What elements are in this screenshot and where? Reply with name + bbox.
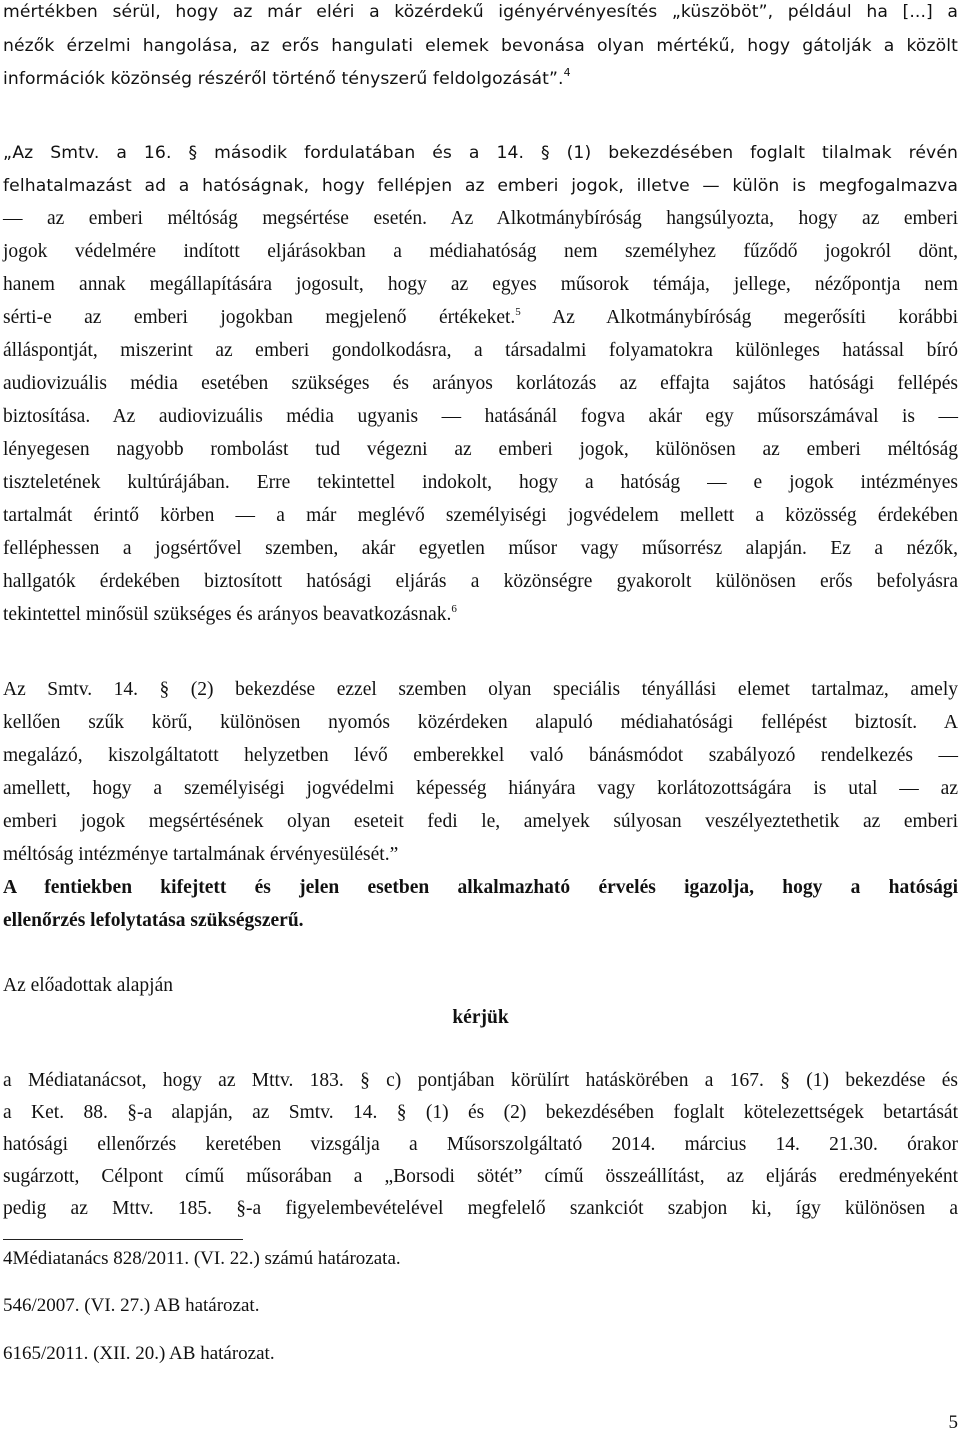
footnote-ref: 6	[451, 603, 457, 615]
footnote: 546/2007. (VI. 27.) AB határozat.	[3, 1295, 260, 1316]
footnote: 4Médiatanács 828/2011. (VI. 22.) számú határozata.	[3, 1248, 401, 1269]
paragraph-line: hallgatók érdekében biztosított hatósági eljárás a közönségre gyakorolt különösen erős befolyásra	[3, 571, 958, 592]
paragraph-line: audiovizuális média esetében szükséges és arányos korlátozás az effajta sajátos hatósági fellépés	[3, 373, 958, 394]
request-line: hatósági ellenőrzés keretében vizsgálja a Műsorszolgáltató 2014. március 14. 21.30. órakor	[3, 1134, 958, 1155]
bold-statement-line: ellenőrzés lefolytatása szükségszerű.	[3, 910, 304, 931]
paragraph-line: Az Smtv. 14. § (2) bekezdése ezzel szemben olyan speciális tényállási elemet tartalmaz, amely	[3, 679, 958, 700]
paragraph-line: tiszteletének kultúrájában. Erre tekintettel indokolt, hogy a hatóság — e jogok intézményes	[3, 472, 958, 493]
request-line: a Médiatanácsot, hogy az Mttv. 183. § c) pontjában körülírt hatáskörében a 167. § (1) bekezdése és	[3, 1070, 958, 1091]
paragraph-line	[3, 306, 958, 330]
quote-line: mértékben sérül, hogy az már eléri a közérdekű igényérvényesítés „küszöböt”, például ha [...] a	[3, 2, 958, 22]
request-line: a Ket. 88. §-a alapján, az Smtv. 14. § (1) és (2) bekezdésében foglalt kötelezettségek betartását	[3, 1102, 958, 1123]
paragraph-line: jogok védelmére indított eljárásokban a médiahatóság nem személyhez fűződő jogokról dönt,	[3, 241, 958, 262]
bold-statement-line: A fentiekben kifejtett és jelen esetben alkalmazható érvelés igazolja, hogy a hatósági	[3, 877, 958, 898]
document-page	[3, 0, 958, 1436]
request-line: sugárzott, Célpont című műsorában a „Borsodi sötét” című összeállítást, az eljárás eredményeként	[3, 1166, 958, 1187]
footnote-ref: 4	[563, 66, 571, 79]
quote-line: nézők érzelmi hangolása, az erős hangulati elemek bevonása olyan mértékű, hogy gátolják a közölt	[3, 36, 958, 56]
page-number: 5	[948, 1412, 958, 1433]
footnote-ref: 5	[515, 306, 521, 318]
paragraph-line	[3, 603, 958, 627]
paragraph-text: tekintettel minősül szükséges és arányos beavatkozásnak.	[3, 604, 452, 625]
paragraph-line: megalázó, kiszolgáltatott helyzetben lévő emberekkel való bánásmódot szabályozó rendelkezés —	[3, 745, 958, 766]
paragraph-line: kellően szűk körű, különösen nyomós közérdeken alapuló médiahatósági fellépést biztosít. A	[3, 712, 958, 733]
paragraph-line: lényegesen nagyobb rombolást tud végezni az emberi jogok, különösen az emberi méltóság	[3, 439, 958, 460]
request-line: pedig az Mttv. 185. §-a figyelembevételével megfelelő szankciót szabjon ki, így különösen a	[3, 1198, 958, 1219]
paragraph-text: sérti-e az emberi jogokban megjelenő értékeket.	[3, 307, 516, 328]
paragraph-line: méltóság intézménye tartalmának érvényesülését.”	[3, 844, 399, 865]
paragraph-line: — az emberi méltóság megsértése esetén. Az Alkotmánybíróság hangsúlyozta, hogy az emberi	[3, 208, 958, 229]
paragraph-line: felhatalmazást ad a hatóságnak, hogy fellépjen az emberi jogok, illetve — külön is megfogalmazva	[3, 176, 958, 196]
request-heading: kérjük	[452, 1007, 509, 1028]
paragraph-line: álláspontját, miszerint az emberi gondolkodásra, a társadalmi folyamatokra különleges hatással bíró	[3, 340, 958, 361]
paragraph-line: biztosítása. Az audiovizuális média ugyanis — hatásánál fogva akár egy műsorszámával is —	[3, 406, 958, 427]
paragraph-text: Az Alkotmánybíróság megerősíti korábbi	[552, 307, 958, 328]
paragraph-line: „Az Smtv. a 16. § második fordulatában és a 14. § (1) bekezdésében foglalt tilalmak révén	[3, 143, 958, 163]
request-intro: Az előadottak alapján	[3, 975, 174, 996]
paragraph-line: felléphessen a jogsértővel szemben, akár egyetlen műsor vagy műsorrész alapján. Ez a nézők,	[3, 538, 958, 559]
quote-text: információk közönség részéről történő tényszerű feldolgozását”.	[3, 69, 564, 89]
paragraph-line: emberi jogok megsértésének olyan eseteit fedi le, amelyek súlyosan veszélyeztethetik az emberi	[3, 811, 958, 832]
paragraph-line: tartalmát érintő körben — a már meglévő személyiségi jogvédelem mellett a közösség érdekében	[3, 505, 958, 526]
quote-line	[3, 67, 958, 91]
paragraph-line: hanem annak megállapítására jogosult, hogy az egyes műsorok témája, jellege, nézőpontja nem	[3, 274, 958, 295]
paragraph-line: amellett, hogy a személyiségi jogvédelmi képesség hiányára vagy korlátozottságára is utal — az	[3, 778, 958, 799]
footnote: 6165/2011. (XII. 20.) AB határozat.	[3, 1343, 275, 1364]
footnote-divider	[3, 1239, 243, 1240]
